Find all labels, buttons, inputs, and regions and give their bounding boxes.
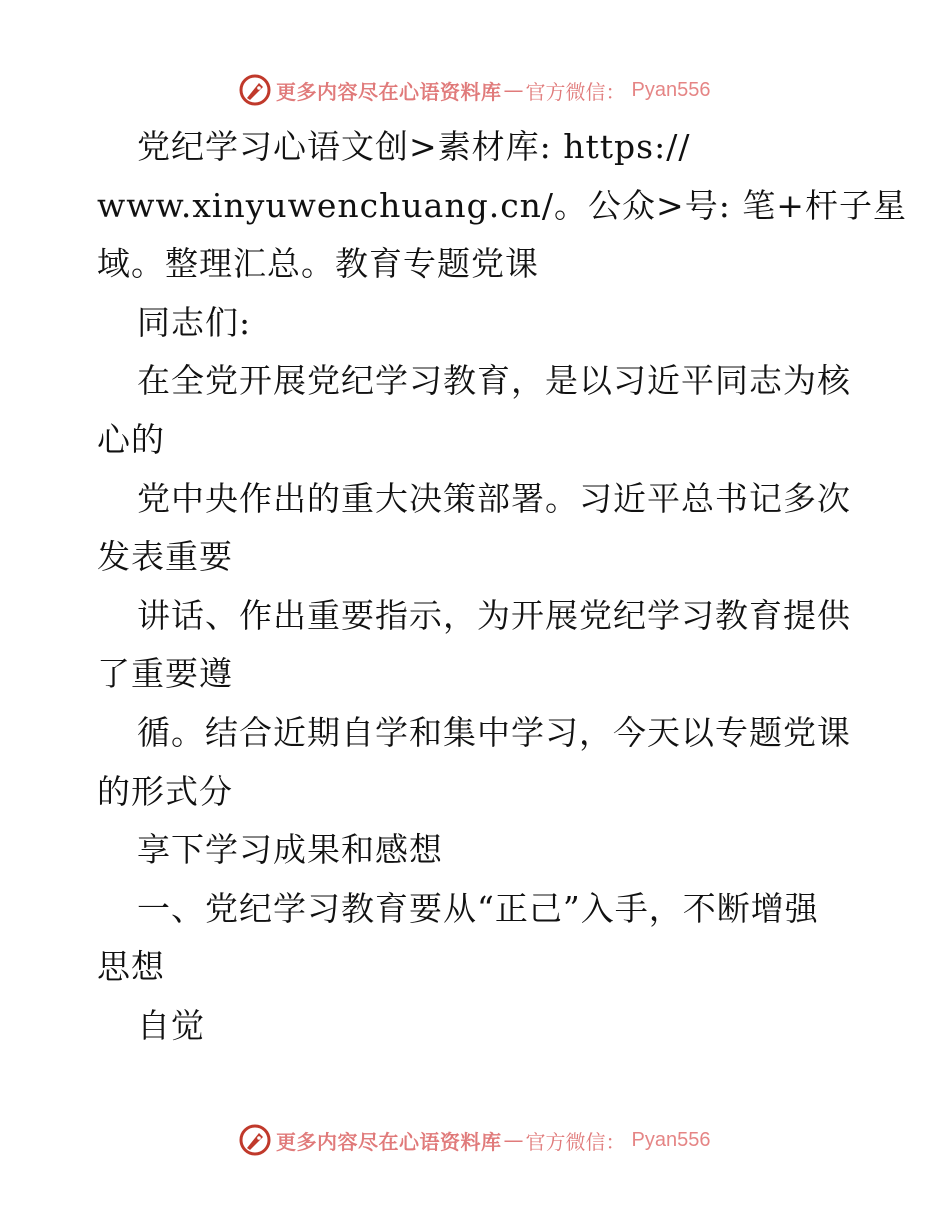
- body-line-1: 党纪学习心语文创>素材库: https://: [137, 127, 691, 166]
- body-line-3: 域。整理汇总。教育专题党课: [97, 244, 539, 284]
- body-line-2: www.xinyuwenchuang.cn/。公众>号: 笔+杆子星: [97, 185, 907, 225]
- banner-wechat-label: 官方微信：: [525, 1129, 626, 1154]
- document-body: [97, 118, 907, 1056]
- pen-nib-logo-icon: [238, 1123, 272, 1157]
- body-line-5: 在全党开展党纪学习教育，是以习近平同志为核: [137, 361, 851, 401]
- pen-nib-logo-icon: [238, 73, 272, 107]
- body-line-13: 享下学习成果和感想: [137, 830, 443, 870]
- body-line-15: 思想: [97, 947, 165, 987]
- body-line-7: 党中央作出的重大决策部署。习近平总书记多次: [137, 478, 851, 518]
- body-line-4: 同志们:: [137, 302, 252, 342]
- body-line-12: 的形式分: [97, 771, 233, 811]
- body-line-8: 发表重要: [97, 537, 233, 577]
- banner-main-text: 更多内容尽在心语资料库: [276, 79, 502, 104]
- banner-wechat-label: 官方微信：: [525, 79, 626, 104]
- body-line-10: 了重要遵: [97, 654, 233, 694]
- body-line-14: 一、党纪学习教育要从“正己”入手，不断增强: [137, 888, 819, 928]
- banner-wechat-id: Pyan556: [631, 78, 711, 101]
- body-line-6: 心的: [97, 419, 165, 459]
- banner-wechat-id: Pyan556: [631, 1128, 711, 1151]
- body-line-11: 循。结合近期自学和集中学习，今天以专题党课: [137, 712, 851, 752]
- header-banner: [238, 72, 710, 108]
- banner-dash: —: [503, 78, 524, 102]
- banner-main-text: 更多内容尽在心语资料库: [276, 1129, 502, 1154]
- body-line-16: 自觉: [137, 1005, 205, 1045]
- footer-banner: [238, 1122, 710, 1158]
- body-line-9: 讲话、作出重要指示，为开展党纪学习教育提供: [137, 595, 851, 635]
- banner-dash: —: [503, 1128, 524, 1152]
